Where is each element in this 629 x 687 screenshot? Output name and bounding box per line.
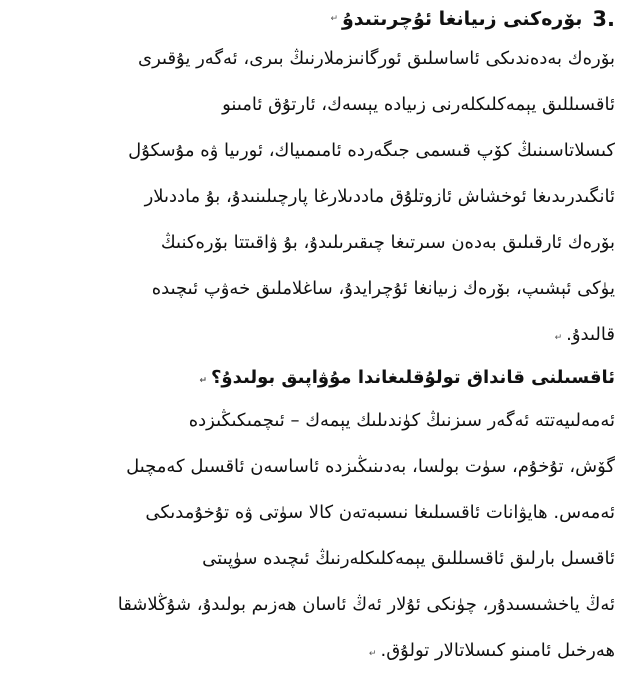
- paragraph-line: ئەمەس. ھايۋانات ئاقسىلىغا نىسبەتەن كالا سۈتى ۋە تۇخۇمدىكى: [145, 502, 615, 523]
- paragraph-line: ئەڭ ياخشىسىدۇر، چۈنكى ئۇلار ئەڭ ئاسان ھەزىم بولىدۇ، شۇڭلاشقا: [117, 594, 615, 615]
- paragraph-last-line: [10, 628, 615, 674]
- subheading-text: ئاقسىلنى قانداق تولۇقلىغاندا مۇۋاپىق بولىدۇ؟: [210, 367, 615, 388]
- section-title: بۆرەكنى زىيانغا ئۇچرىتىدۇ: [342, 8, 583, 30]
- paragraph-line: بۆرەك ئارقىلىق بەدەن سىرتىغا چىقىرىلىدۇ، بۇ ۋاقىتتا بۆرەكنىڭ: [160, 232, 615, 253]
- section-number: 3.: [592, 7, 615, 31]
- paragraph-line: ئەمەلىيەتتە ئەگەر سىزنىڭ كۈندىلىك يېمەك – ئىچمىكىڭىزدە: [188, 410, 615, 431]
- paragraph-line: ئانگىدرىدىغا ئوخشاش ئازوتلۇق ماددىلارغا پارچىلىنىدۇ، بۇ ماددىلار: [144, 186, 615, 207]
- paragraph-mark-icon: ↵: [368, 649, 377, 659]
- paragraph-2: [10, 398, 615, 674]
- paragraph-last-line: [10, 312, 615, 358]
- paragraph-line-text: ھەرخىل ئامىنو كىسلاتالار تولۇق.: [380, 640, 615, 661]
- subheading: [10, 358, 615, 398]
- paragraph-1: [10, 36, 615, 358]
- paragraph-line: كىسلاتاسىنىڭ كۆپ قىسمى جىگەردە ئامىمىياك، ئورىيا ۋە مۇسكۇل: [128, 140, 615, 161]
- document-page: [0, 2, 629, 687]
- paragraph-mark-icon: ↵: [554, 333, 563, 343]
- paragraph-line: يۈكى ئېشىپ، بۆرەك زىيانغا ئۇچرايدۇ، ساغلاملىق خەۋپ ئىچىدە: [151, 278, 615, 299]
- paragraph-line: ئاقسىل بارلىق ئاقسىللىق يېمەكلىكلەرنىڭ ئىچىدە سۈپىتى: [202, 548, 615, 569]
- paragraph-line: گۆش، تۇخۇم، سۈت بولسا، بەدىنىڭىزدە ئاساسەن ئاقسىل كەمچىل: [126, 456, 615, 477]
- paragraph-line-text: قالىدۇ.: [566, 324, 615, 345]
- paragraph-mark-icon: ↵: [330, 14, 338, 24]
- paragraph-line: بۆرەك بەدەندىكى ئاساسلىق ئورگانىزملارنىڭ بىرى، ئەگەر يۇقىرى: [138, 48, 615, 69]
- section-heading: [10, 2, 615, 36]
- paragraph-line: ئاقسىللىق يېمەكلىكلەرنى زىيادە يېسەك، ئارتۇق ئامىنو: [222, 94, 615, 115]
- paragraph-mark-icon: ↵: [199, 376, 207, 386]
